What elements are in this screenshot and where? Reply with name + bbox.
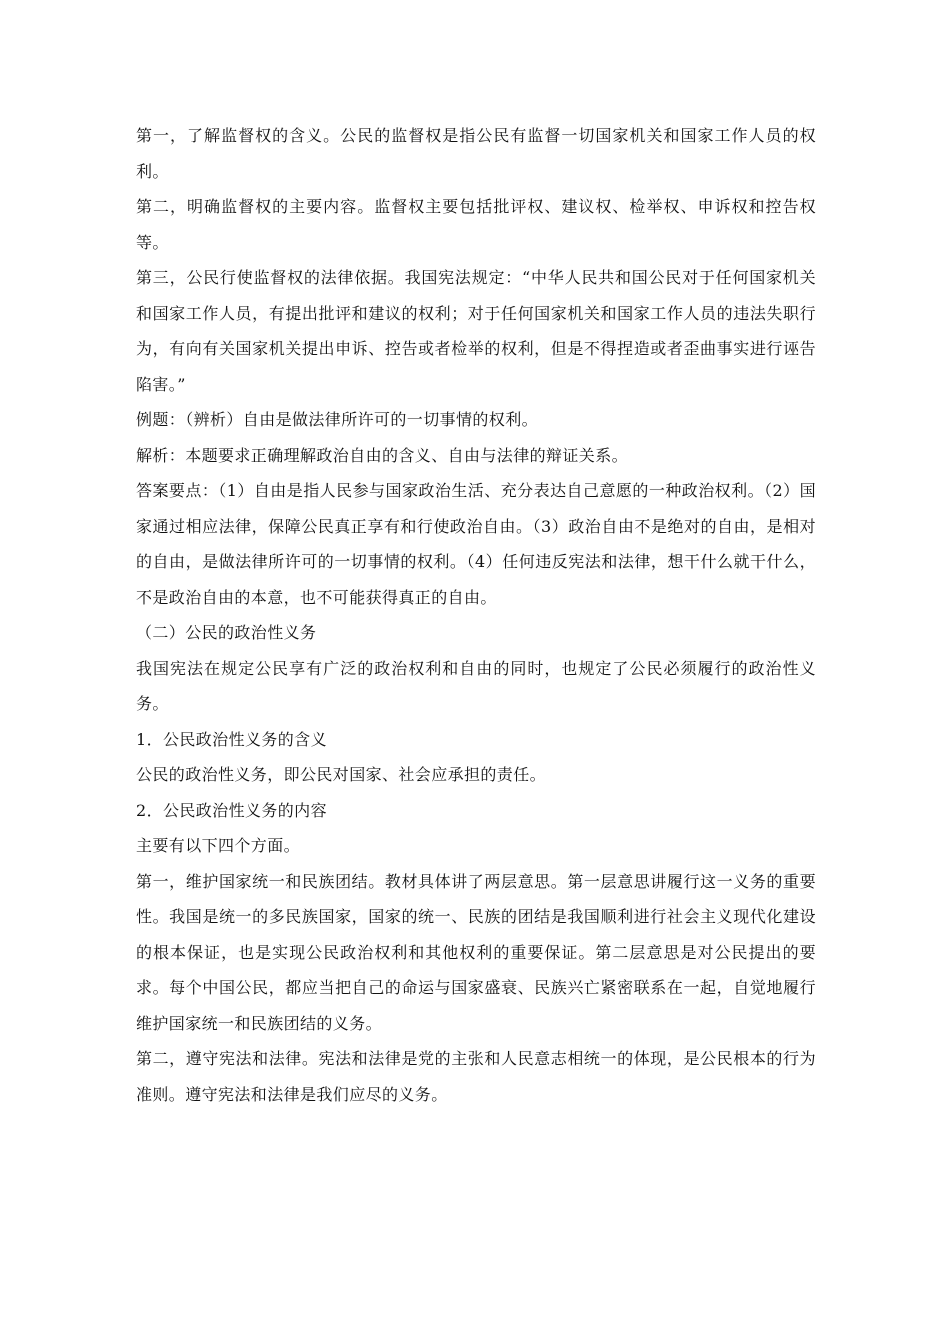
paragraph-duty-meaning: 公民的政治性义务，即公民对国家、社会应承担的责任。	[136, 765, 547, 784]
paragraph-national-unity: 第一，维护国家统一和民族团结。教材具体讲了两层意思。第一层意思讲履行这一义务的重要性。我国是统一的多民族国家，国家的统一、民族的团结是我国顺利进行社会主义现代化建设的根本保证，也是实现公民政治权利和其他权利的重要保证。第二层意思是对公民提出的要求。每个中国公民，都应当把自己的命运与国家盛衰、民族兴亡紧密联系在一起，自觉地履行维护国家统一和民族团结的义务。	[136, 871, 816, 1033]
paragraph-four-aspects: 主要有以下四个方面。	[136, 836, 301, 855]
paragraph-example-question: 例题：（辨析）自由是做法律所许可的一切事情的权利。	[136, 410, 539, 429]
subheading-duty-content: 2．公民政治性义务的内容	[136, 800, 327, 820]
paragraph-supervision-legal-basis: 第三，公民行使监督权的法律依据。我国宪法规定：“中华人民共和国公民对于任何国家机关和国家工作人员，有提出批评和建议的权利；对于任何国家机关和国家工作人员的违法失职行为，有向有关国家机关提出申诉、控告或者检举的权利，但是不得捏造或者歪曲事实进行诬告陷害。”	[136, 268, 816, 394]
section-heading-political-duties: （二）公民的政治性义务	[136, 623, 317, 642]
paragraph-supervision-content: 第二，明确监督权的主要内容。监督权主要包括批评权、建议权、检举权、申诉权和控告权等。	[136, 197, 816, 252]
paragraph-obey-constitution: 第二，遵守宪法和法律。宪法和法律是党的主张和人民意志相统一的体现，是公民根本的行为准则。遵守宪法和法律是我们应尽的义务。	[136, 1049, 816, 1104]
paragraph-analysis: 解析：本题要求正确理解政治自由的含义、自由与法律的辩证关系。	[136, 445, 629, 465]
document-body	[136, 118, 816, 1112]
paragraph-answer-points: 答案要点：（1）自由是指人民参与国家政治生活、充分表达自己意愿的一种政治权利。（2）国家通过相应法律，保障公民真正享有和行使政治自由。（3）政治自由不是绝对的自由，是相对的自由，是做法律所许可的一切事情的权利。（4）任何违反宪法和法律，想干什么就干什么，不是政治自由的本意，也不可能获得真正的自由。	[136, 481, 816, 607]
paragraph-supervision-meaning: 第一，了解监督权的含义。公民的监督权是指公民有监督一切国家机关和国家工作人员的权利。	[136, 126, 816, 181]
subheading-duty-meaning: 1．公民政治性义务的含义	[136, 729, 327, 749]
paragraph-constitution-duties: 我国宪法在规定公民享有广泛的政治权利和自由的同时，也规定了公民必须履行的政治性义务。	[136, 658, 816, 713]
